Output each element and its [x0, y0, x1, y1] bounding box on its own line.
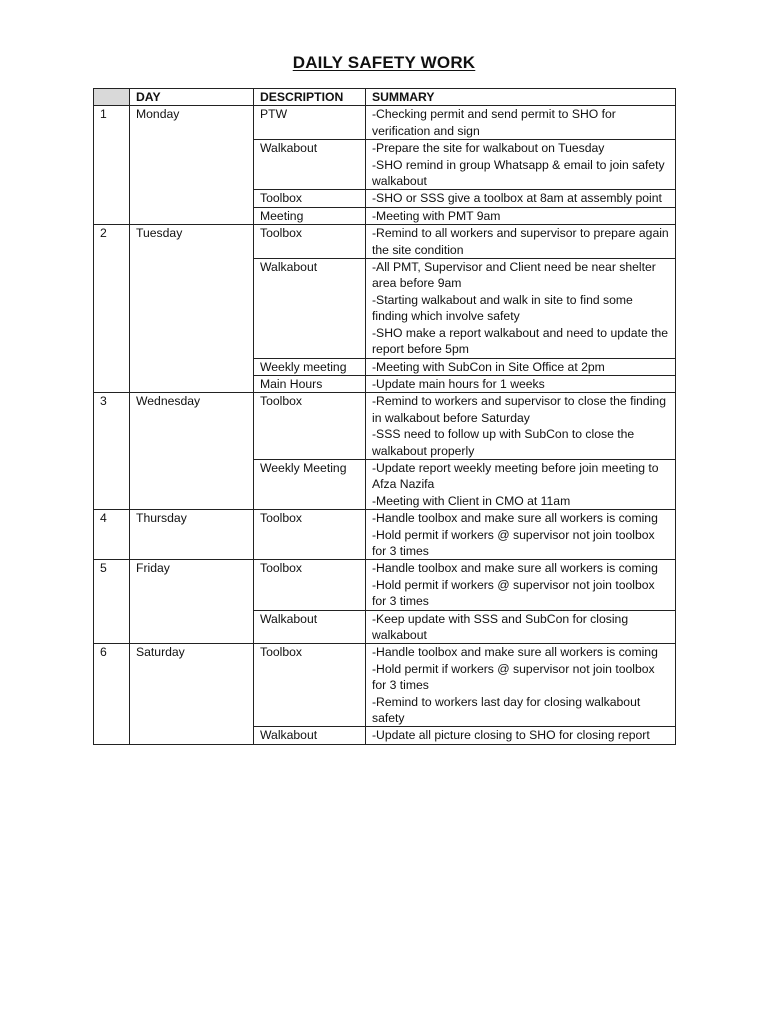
- safety-schedule-table: [93, 88, 676, 745]
- table-row: [94, 225, 676, 259]
- day-name-cell: Saturday: [130, 644, 254, 744]
- summary-line: -SHO make a report walkabout and need to update the report before 5pm: [372, 325, 669, 357]
- summary-line: -Hold permit if workers @ supervisor not join toolbox for 3 times: [372, 577, 655, 609]
- summary-cell: [366, 510, 676, 560]
- day-name-cell: Tuesday: [130, 225, 254, 393]
- summary-cell: [366, 358, 676, 375]
- summary-line: -All PMT, Supervisor and Client need be near shelter area before 9am: [372, 260, 656, 291]
- summary-line: -Remind to workers last day for closing walkabout safety: [372, 694, 641, 726]
- summary-line: -Handle toolbox and make sure all workers is coming: [372, 561, 658, 576]
- day-number-cell: 4: [94, 510, 130, 560]
- summary-cell: [366, 560, 676, 610]
- header-day: DAY: [130, 89, 254, 106]
- summary-line: -Meeting with SubCon in Site Office at 2pm: [372, 359, 605, 374]
- summary-line: -SHO remind in group Whatsapp & email to join safety walkabout: [372, 157, 665, 189]
- summary-cell: [366, 393, 676, 460]
- description-cell: PTW: [254, 106, 366, 140]
- summary-cell: [366, 610, 676, 644]
- summary-cell: [366, 207, 676, 224]
- description-cell: Toolbox: [254, 560, 366, 610]
- summary-line: -Update main hours for 1 weeks: [372, 376, 545, 391]
- summary-line: -Checking permit and send permit to SHO for verification and sign: [372, 107, 616, 138]
- summary-line: -Keep update with SSS and SubCon for closing walkabout: [372, 611, 629, 642]
- description-cell: Weekly Meeting: [254, 459, 366, 509]
- summary-line: -Meeting with Client in CMO at 11am: [372, 493, 571, 508]
- description-cell: Main Hours: [254, 375, 366, 392]
- day-number-cell: 3: [94, 393, 130, 510]
- table-header: [94, 89, 676, 106]
- summary-cell: [366, 459, 676, 509]
- description-cell: Walkabout: [254, 259, 366, 358]
- summary-line: -Handle toolbox and make sure all workers is coming: [372, 645, 658, 660]
- day-name-cell: Friday: [130, 560, 254, 644]
- summary-line: -SSS need to follow up with SubCon to close the walkabout properly: [372, 427, 635, 458]
- description-cell: Walkabout: [254, 727, 366, 744]
- summary-line: -Handle toolbox and make sure all workers is coming: [372, 511, 658, 526]
- table-body: [94, 106, 676, 744]
- summary-line: -Remind to all workers and supervisor to prepare again the site condition: [372, 226, 669, 257]
- summary-cell: [366, 225, 676, 259]
- description-cell: Toolbox: [254, 510, 366, 560]
- summary-line: -Meeting with PMT 9am: [372, 208, 501, 223]
- description-cell: Walkabout: [254, 610, 366, 644]
- summary-cell: [366, 727, 676, 744]
- summary-line: -Starting walkabout and walk in site to find some finding which involve safety: [372, 292, 633, 324]
- day-name-cell: Thursday: [130, 510, 254, 560]
- description-cell: Meeting: [254, 207, 366, 224]
- day-number-cell: 2: [94, 225, 130, 393]
- table-row: [94, 644, 676, 727]
- day-number-cell: 6: [94, 644, 130, 744]
- summary-line: -Hold permit if workers @ supervisor not join toolbox for 3 times: [372, 527, 655, 558]
- header-summary: SUMMARY: [366, 89, 676, 106]
- table-row: [94, 510, 676, 560]
- summary-line: -SHO or SSS give a toolbox at 8am at assembly point: [372, 191, 662, 206]
- day-name-cell: Wednesday: [130, 393, 254, 510]
- page-title-text: DAILY SAFETY WORK: [292, 53, 476, 72]
- summary-cell: [366, 644, 676, 727]
- summary-cell: [366, 259, 676, 358]
- summary-cell: [366, 140, 676, 190]
- description-cell: Toolbox: [254, 225, 366, 259]
- summary-cell: [366, 375, 676, 392]
- summary-line: -Hold permit if workers @ supervisor not join toolbox for 3 times: [372, 661, 655, 693]
- summary-line: -Prepare the site for walkabout on Tuesday: [372, 141, 605, 156]
- day-name-cell: Monday: [130, 106, 254, 225]
- header-row: [94, 89, 676, 106]
- summary-line: -Update report weekly meeting before join meeting to Afza Nazifa: [372, 460, 659, 492]
- summary-cell: [366, 106, 676, 140]
- table-row: [94, 393, 676, 460]
- table-row: [94, 106, 676, 140]
- header-description: DESCRIPTION: [254, 89, 366, 106]
- description-cell: Toolbox: [254, 393, 366, 460]
- description-cell: Weekly meeting: [254, 358, 366, 375]
- summary-cell: [366, 190, 676, 207]
- description-cell: Toolbox: [254, 190, 366, 207]
- description-cell: Toolbox: [254, 644, 366, 727]
- description-cell: Walkabout: [254, 140, 366, 190]
- table-row: [94, 560, 676, 610]
- summary-line: -Update all picture closing to SHO for closing report: [372, 728, 650, 743]
- page-title: [0, 53, 768, 73]
- summary-line: -Remind to workers and supervisor to close the finding in walkabout before Saturday: [372, 394, 666, 425]
- header-number: [94, 89, 130, 106]
- day-number-cell: 1: [94, 106, 130, 225]
- day-number-cell: 5: [94, 560, 130, 644]
